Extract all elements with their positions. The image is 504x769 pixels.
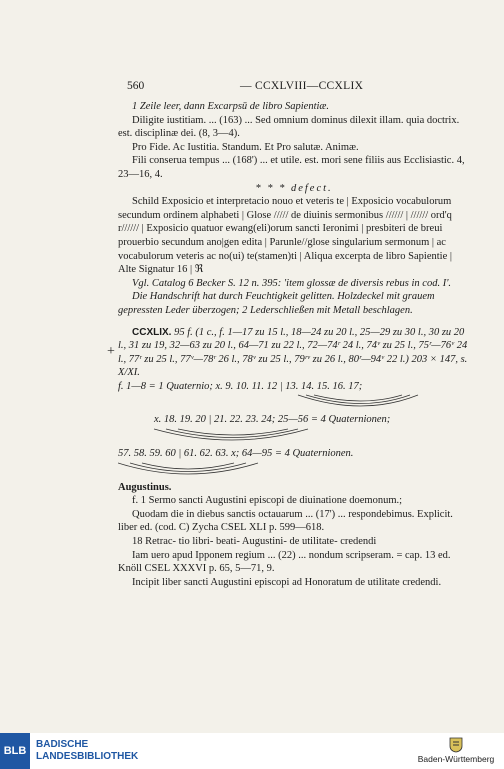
quire-arcs-1 xyxy=(118,393,470,413)
entry-heading: CCXLIX. xyxy=(132,326,172,338)
region-branding xyxy=(416,737,496,764)
text-line: Quodam die in diebus sanctis octauarum ... (17') ... respondebimus. Explicit. liber ed. (cod. C) Zycha CSEL XLI p. 599—618. xyxy=(118,508,453,534)
text-line: f. 1 Sermo sancti Augustini episcopi de diuinatione doemonum.; xyxy=(132,495,403,507)
text-line: Diligite iustitiam. ... (163) ... Sed omnium dominus dilexit illam. quia doctrix. est. disciplinæ dei. (8, 3—4). xyxy=(118,114,460,140)
text-line: Pro Fide. Ac Iustitia. Standum. Et Pro salutæ. Animæ. xyxy=(132,141,359,153)
quire-arcs-3 xyxy=(118,461,470,481)
text-line: Iam uero apud Ipponem regium ... (22) ... nondum scripseram. = cap. 13 ed. Knöll CSEL XXXVI p. 65, 5—71, 9. xyxy=(118,549,451,575)
library-name: BADISCHE LANDESBIBLIOTHEK xyxy=(36,739,139,762)
entry-block xyxy=(118,326,470,380)
text-line: Fili conserua tempus ... (168') ... et utile. est. mori sene filiis aus Ecclisiastic. 4, 23—16, 4. xyxy=(118,155,465,180)
text-line: 95 f. (1 c., f. 1—17 zu 15 l., 18—24 zu 20 l., 25—29 zu 30 l., 30 zu 20 l., 31 zu 19, 32—63 zu 20 l., 64—71 zu 22 l., 72—74ʳ 24 l., 74ᵛ zu 25 l., 75ʳ—76ᵛ 24 l., 77ʳ zu 25 l., 77ᵛ—78ʳ 26 l., 78ᵛ zu 25 l., 79ʳᵛ zu 26 l., 80ʳ—94ᵛ 22 l.) 203 × 147, s. X/XI. xyxy=(118,326,468,379)
page-title: — CCXLVIII—CCXLIX xyxy=(240,80,364,92)
text-line: 57. 58. 59. 60 | 61. 62. 63. x; 64—95 = 4 Quaternionen. xyxy=(118,448,354,460)
text-line: x. 18. 19. 20 | 21. 22. 23. 24; 25—56 = 4 Quaternionen; xyxy=(154,414,391,426)
text-line: Schild Exposicio et interpretacio nouo et veteris te | Exposicio vocabulorum secundum ordinem alphabeti | Glose ///// de diuinis sermonibus ////// | ////// ord'q r////// | Exposicio quatuor ewang(eli)orum sancti Ieronimi | presbiteri de breui prouerbio secundum ano|gen edita | Parunle//glose singularium sermonum | ac vocabulorum veteris ac no(ui) te(stamen)ti | Aliqua excerpta de libro Sapientie | Alte Signatur 16 | ℜ xyxy=(118,196,452,276)
margin-mark: + xyxy=(107,344,115,359)
section-heading: Augustinus. xyxy=(118,481,172,493)
text-line: Incipit liber sancti Augustini episcopi ad Honoratum de utilitate credendi. xyxy=(132,576,442,588)
footer-bar xyxy=(0,733,504,769)
page-header xyxy=(0,80,504,96)
text-line: * * * defect. xyxy=(255,182,333,194)
text-line: Die Handschrift hat durch Feuchtigkeit gelitten. Holzdeckel mit grauem gepressten Leder überzogen; 2 Lederschließen mit Metall beschlagen. xyxy=(118,291,435,316)
library-logo[interactable]: BLB xyxy=(0,733,30,769)
crest-icon xyxy=(449,737,463,753)
region-name: Baden-Württemberg xyxy=(417,754,495,764)
text-line: 1 Zeile leer, dann Excarpsū de libro Sapientiæ. xyxy=(132,101,330,112)
text-line: f. 1—8 = 1 Quaternio; x. 9. 10. 11. 12 | 13. 14. 15. 16. 17; xyxy=(118,380,363,392)
text-line: 18 Retrac- tio libri- beati- Augustini- de utilitate- credendi xyxy=(132,536,377,548)
page-number: 560 xyxy=(127,80,145,92)
document-body xyxy=(118,100,470,589)
text-line: Vgl. Catalog 6 Becker S. 12 n. 395: 'item glossæ de diversis rebus in cod. I'. xyxy=(132,277,452,289)
quire-arcs-2 xyxy=(118,427,470,447)
